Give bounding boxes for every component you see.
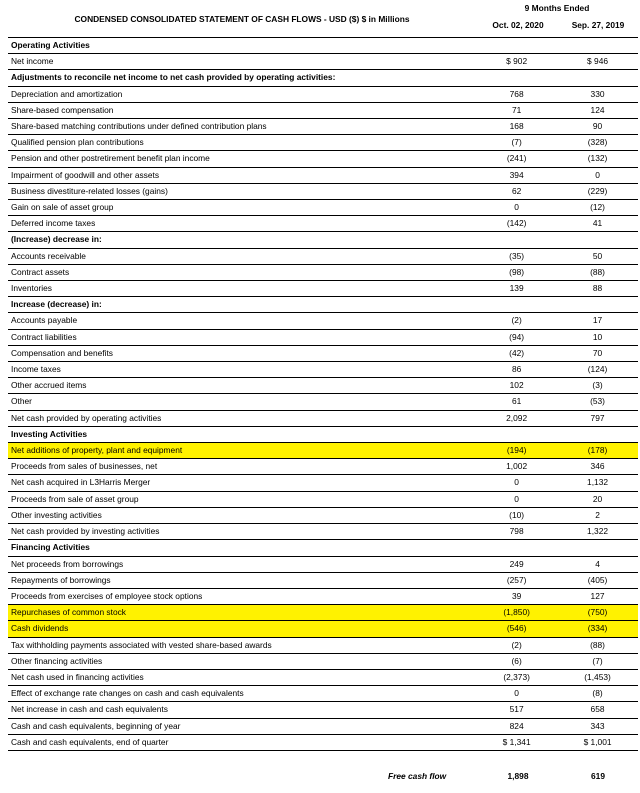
table-row [8,507,638,523]
value-2020 [476,426,557,442]
row-label: Pension and other postretirement benefit plan income [8,151,476,167]
value-2019: (53) [557,394,638,410]
value-2020: 86 [476,362,557,378]
free-cash-flow-2019: 619 [591,770,605,781]
row-label: Other financing activities [8,653,476,669]
row-label: Share-based compensation [8,102,476,118]
value-2020: 394 [476,167,557,183]
value-2019: 88 [557,281,638,297]
value-2020: $ 902 [476,54,557,70]
row-label: Net additions of property, plant and equipment [8,443,476,459]
value-2019: (3) [557,378,638,394]
row-label: (Increase) decrease in: [8,232,476,248]
section-row [8,38,638,54]
value-2020 [476,232,557,248]
row-label: Share-based matching contributions under defined contribution plans [8,119,476,135]
row-label: Depreciation and amortization [8,86,476,102]
value-2020: (2) [476,637,557,653]
value-2020: (10) [476,507,557,523]
value-2019: 17 [557,313,638,329]
value-2019 [557,297,638,313]
value-2019: $ 1,001 [557,734,638,750]
table-row [8,653,638,669]
value-2019: (334) [557,621,638,637]
value-2020: 824 [476,718,557,734]
value-2019: 50 [557,248,638,264]
section-row [8,232,638,248]
value-2019: 346 [557,459,638,475]
row-label: Proceeds from exercises of employee stock options [8,588,476,604]
table-row [8,119,638,135]
value-2019: (7) [557,653,638,669]
table-row [8,362,638,378]
row-label: Increase (decrease) in: [8,297,476,313]
table-row [8,524,638,540]
row-label: Investing Activities [8,426,476,442]
statement-header [8,0,638,38]
value-2020: 62 [476,183,557,199]
row-label: Adjustments to reconcile net income to net cash provided by operating activities: [8,70,476,86]
row-label: Proceeds from sale of asset group [8,491,476,507]
table-row [8,637,638,653]
row-label: Net cash provided by operating activities [8,410,476,426]
row-label: Gain on sale of asset group [8,200,476,216]
row-label: Contract liabilities [8,329,476,345]
value-2020: (2) [476,313,557,329]
value-2020: (194) [476,443,557,459]
table-row [8,491,638,507]
table-row [8,718,638,734]
row-label: Net proceeds from borrowings [8,556,476,572]
table-row [8,410,638,426]
row-label: Tax withholding payments associated with vested share-based awards [8,637,476,653]
value-2019: 797 [557,410,638,426]
table-row [8,102,638,118]
value-2019: (88) [557,637,638,653]
row-label: Impairment of goodwill and other assets [8,167,476,183]
table-row [8,702,638,718]
value-2020: (546) [476,621,557,637]
table-row [8,183,638,199]
table-row [8,135,638,151]
value-2020: (98) [476,264,557,280]
value-2020: (7) [476,135,557,151]
cash-flow-table [8,38,638,751]
value-2019: (8) [557,686,638,702]
value-2019: 124 [557,102,638,118]
table-row [8,556,638,572]
table-row [8,313,638,329]
value-2019: 0 [557,167,638,183]
table-row [8,443,638,459]
row-label: Proceeds from sales of businesses, net [8,459,476,475]
row-label: Business divestiture-related losses (gains) [8,183,476,199]
value-2020: (241) [476,151,557,167]
value-2020: 71 [476,102,557,118]
value-2019: 343 [557,718,638,734]
row-label: Other accrued items [8,378,476,394]
table-row [8,248,638,264]
value-2019: 1,132 [557,475,638,491]
table-row [8,459,638,475]
value-2020: (257) [476,572,557,588]
value-2019: 90 [557,119,638,135]
value-2020: 0 [476,686,557,702]
period-label: 9 Months Ended [524,3,590,13]
value-2019: (88) [557,264,638,280]
value-2019: (178) [557,443,638,459]
row-label: Deferred income taxes [8,216,476,232]
value-2019: (1,453) [557,669,638,685]
value-2020: (35) [476,248,557,264]
value-2020: 249 [476,556,557,572]
value-2020: 1,002 [476,459,557,475]
value-2020: (6) [476,653,557,669]
value-2019: (229) [557,183,638,199]
value-2020: 517 [476,702,557,718]
value-2019: 1,322 [557,524,638,540]
value-2019 [557,426,638,442]
cash-flow-statement [8,0,638,793]
row-label: Effect of exchange rate changes on cash and cash equivalents [8,686,476,702]
value-2019: 2 [557,507,638,523]
row-label: Compensation and benefits [8,345,476,361]
value-2020: (2,373) [476,669,557,685]
value-2020 [476,70,557,86]
column-header-2020: Oct. 02, 2020 [492,20,544,30]
table-row [8,394,638,410]
value-2020: 768 [476,86,557,102]
value-2020: (142) [476,216,557,232]
value-2020: $ 1,341 [476,734,557,750]
value-2020: 168 [476,119,557,135]
row-label: Net cash acquired in L3Harris Merger [8,475,476,491]
row-label: Inventories [8,281,476,297]
value-2020: (42) [476,345,557,361]
value-2020: 0 [476,475,557,491]
value-2019: 10 [557,329,638,345]
table-row [8,281,638,297]
value-2019: 20 [557,491,638,507]
statement-title: CONDENSED CONSOLIDATED STATEMENT OF CASH FLOWS - USD ($) $ in Millions [74,14,410,24]
value-2020: 0 [476,491,557,507]
table-row [8,669,638,685]
table-row [8,151,638,167]
row-label: Operating Activities [8,38,476,54]
row-label: Financing Activities [8,540,476,556]
table-row [8,86,638,102]
column-header-2019: Sep. 27, 2019 [571,20,625,30]
row-label: Net increase in cash and cash equivalents [8,702,476,718]
value-2020: (94) [476,329,557,345]
row-label: Cash and cash equivalents, end of quarter [8,734,476,750]
value-2019: (750) [557,605,638,621]
table-row [8,264,638,280]
table-row [8,621,638,637]
section-row [8,70,638,86]
row-label: Repurchases of common stock [8,605,476,621]
table-row [8,329,638,345]
table-row [8,54,638,70]
value-2019: (124) [557,362,638,378]
row-label: Net cash provided by investing activities [8,524,476,540]
value-2019: 70 [557,345,638,361]
table-row [8,572,638,588]
value-2019: $ 946 [557,54,638,70]
row-label: Other [8,394,476,410]
value-2019 [557,70,638,86]
row-label: Other investing activities [8,507,476,523]
value-2019: (12) [557,200,638,216]
section-row [8,540,638,556]
row-label: Income taxes [8,362,476,378]
value-2020 [476,540,557,556]
section-row [8,426,638,442]
value-2020: 39 [476,588,557,604]
row-label: Cash dividends [8,621,476,637]
value-2020: 798 [476,524,557,540]
value-2020: 2,092 [476,410,557,426]
table-row [8,475,638,491]
table-row [8,605,638,621]
free-cash-flow-label: Free cash flow [388,770,447,781]
value-2019 [557,38,638,54]
row-label: Accounts payable [8,313,476,329]
free-cash-flow-row [8,763,638,793]
value-2020 [476,297,557,313]
value-2019: 330 [557,86,638,102]
value-2019: 41 [557,216,638,232]
value-2019: (132) [557,151,638,167]
table-row [8,200,638,216]
table-row [8,734,638,750]
row-label: Accounts receivable [8,248,476,264]
value-2019: 658 [557,702,638,718]
table-row [8,686,638,702]
table-row [8,588,638,604]
table-row [8,378,638,394]
value-2020: 139 [476,281,557,297]
value-2020: (1,850) [476,605,557,621]
value-2019: 127 [557,588,638,604]
value-2019 [557,232,638,248]
table-row [8,345,638,361]
value-2019: 4 [557,556,638,572]
row-label: Net cash used in financing activities [8,669,476,685]
row-label: Cash and cash equivalents, beginning of year [8,718,476,734]
value-2020: 61 [476,394,557,410]
section-row [8,297,638,313]
row-label: Repayments of borrowings [8,572,476,588]
value-2019 [557,540,638,556]
row-label: Qualified pension plan contributions [8,135,476,151]
table-row [8,216,638,232]
value-2020 [476,38,557,54]
row-label: Contract assets [8,264,476,280]
table-row [8,167,638,183]
value-2019: (405) [557,572,638,588]
free-cash-flow-2020: 1,898 [507,770,529,781]
row-label: Net income [8,54,476,70]
value-2020: 102 [476,378,557,394]
value-2020: 0 [476,200,557,216]
value-2019: (328) [557,135,638,151]
